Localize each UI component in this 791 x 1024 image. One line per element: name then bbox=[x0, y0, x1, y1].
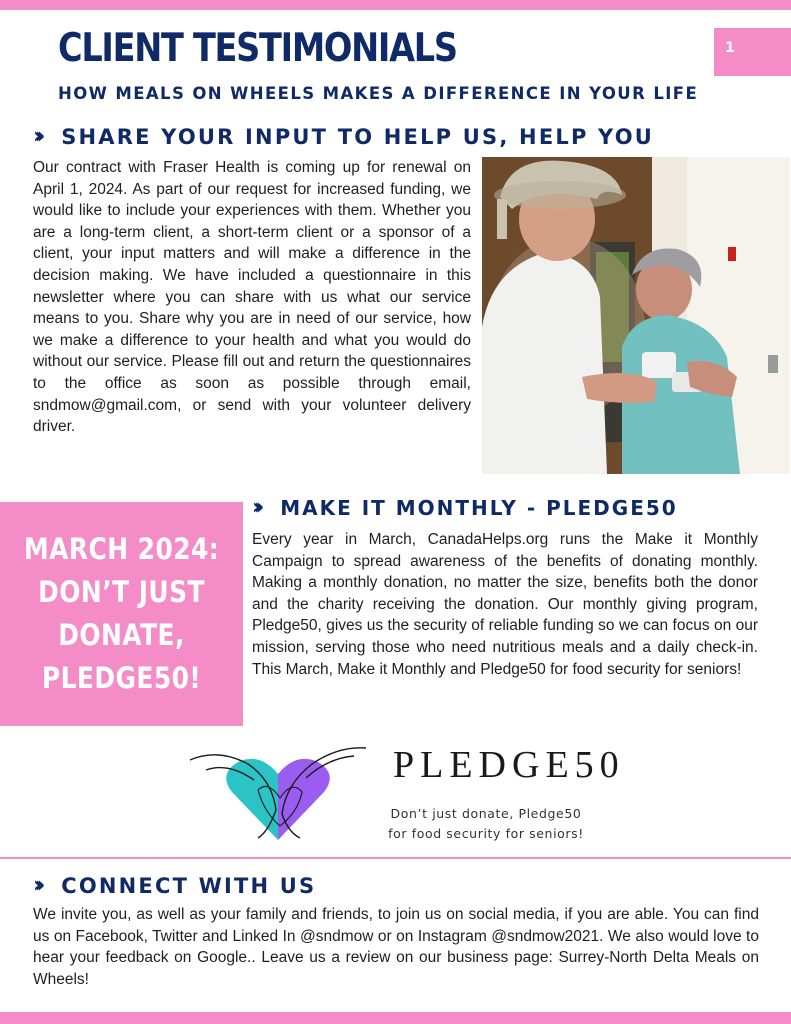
share-input-paragraph: Our contract with Fraser Health is coming up for renewal on April 1, 2024. As part of our request for increased funding, we would like to include your experiences with them. Whether you are a long-term client, a short-term client or a sponsor of a client, your input matters and will make a difference in the decision making. We have included a questionnaire in this newsletter where you can share with us what our service means to you. Share why you are in need of our service, how we make a difference to your health and what you would do without our service. Please fill out and return the questionnaires to the office as soon as possible through email, sndmow@gmail.com, or send with your volunteer delivery driver. bbox=[33, 159, 471, 436]
pledge50-tagline-line1: Don’t just donate, Pledge50 bbox=[390, 806, 582, 821]
march-2024-callout bbox=[0, 502, 243, 726]
march-callout-text bbox=[24, 528, 219, 700]
connect-paragraph: We invite you, as well as your family and friends, to join us on social media, if you are able. You can find us on Facebook, Twitter and Linked In @sndmow or on Instagram @sndmow2021. We also would love to hear your feedback on Google.. Leave us a review on our business page: Surrey-North Delta Meals on Wheels! bbox=[33, 906, 759, 988]
make-it-monthly-paragraph: Every year in March, CanadaHelps.org runs the Make it Monthly Campaign to spread awareness of the benefits of donating monthly. Making a monthly donation, no matter the size, benefits both the donor and the charity receiving the donation. Our monthly giving program, Pledge50, gives us the security of reliable funding so we can focus on our mission, serving those who need nutritious meals and a daily check-in. This March, Make it Monthly and Pledge50 for food security for seniors! bbox=[252, 531, 758, 678]
connect-heading bbox=[33, 873, 316, 898]
callout-line: MARCH 2024: bbox=[23, 532, 220, 566]
chevron-right-icon: ››› bbox=[33, 873, 39, 898]
make-it-monthly-heading bbox=[252, 495, 678, 520]
connect-heading-text: CONNECT WITH US bbox=[61, 873, 317, 898]
callout-line: DONATE, bbox=[58, 618, 185, 652]
chevron-right-icon: ››› bbox=[33, 124, 39, 149]
chevron-right-icon: ››› bbox=[252, 495, 258, 520]
make-it-monthly-heading-text: MAKE IT MONTHLY - PLEDGE50 bbox=[280, 495, 678, 520]
pledge50-heart-hands-logo bbox=[188, 740, 368, 852]
share-input-heading bbox=[33, 124, 654, 149]
page-number: 1 bbox=[714, 28, 791, 76]
share-input-heading-text: SHARE YOUR INPUT TO HELP US, HELP YOU bbox=[61, 124, 655, 149]
bottom-accent-bar bbox=[0, 1012, 791, 1024]
callout-line: DON’T JUST bbox=[38, 575, 205, 609]
pledge50-wordmark: PLEDGE50 bbox=[393, 744, 625, 786]
section-divider bbox=[0, 857, 791, 859]
pledge50-tagline-line2: for food security for seniors! bbox=[388, 826, 584, 841]
volunteer-client-photo bbox=[482, 157, 790, 474]
callout-line: PLEDGE50! bbox=[41, 661, 202, 695]
page-title: CLIENT TESTIMONIALS bbox=[58, 26, 457, 71]
top-accent-bar bbox=[0, 0, 791, 10]
page-subtitle: HOW MEALS ON WHEELS MAKES A DIFFERENCE IN YOUR LIFE bbox=[58, 84, 699, 103]
